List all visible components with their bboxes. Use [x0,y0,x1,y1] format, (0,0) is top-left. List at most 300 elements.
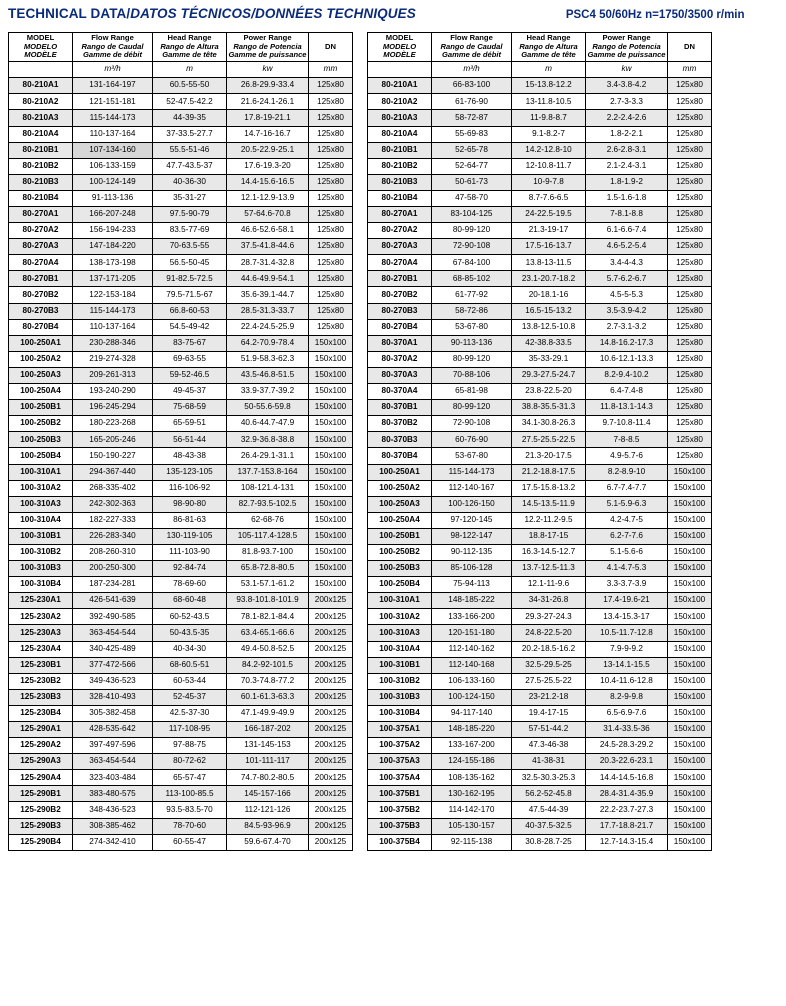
cell-head: 16.5-15-13.2 [512,303,586,319]
cell-power: 74.7-80.2-80.5 [227,770,309,786]
cell-model: 125-290B3 [9,818,73,834]
table-row [9,561,353,577]
cell-head: 79.5-71.5-67 [153,287,227,303]
cell-flow: 90-112-135 [432,544,512,560]
col-header-dn: DN [309,33,353,62]
cell-head: 24-22.5-19.5 [512,207,586,223]
cell-head: 83.5-77-69 [153,223,227,239]
cell-head: 16.3-14.5-12.7 [512,544,586,560]
page-title-es-fr: DATOS TÉCNICOS/DONNÉES TECHNIQUES [130,6,416,21]
cell-flow: 305-382-458 [73,705,153,721]
table-row [9,239,353,255]
table-row [368,351,712,367]
cell-head: 17.5-16-13.7 [512,239,586,255]
table-row [9,303,353,319]
cell-flow: 60-76-90 [432,432,512,448]
cell-power: 17.7-18.8-21.7 [586,818,668,834]
cell-head: 18.8-17-15 [512,528,586,544]
table-row [368,271,712,287]
cell-power: 14.7-16-16.7 [227,126,309,142]
cell-dn: 200x125 [309,609,353,625]
table-row [9,94,353,110]
cell-model: 125-290A4 [9,770,73,786]
cell-flow: 107-134-160 [73,142,153,158]
cell-head: 78-70-60 [153,818,227,834]
table-row [368,400,712,416]
table-row [368,641,712,657]
cell-model: 80-210B1 [9,142,73,158]
unit-flow: m³/h [432,62,512,78]
cell-head: 34-31-26.8 [512,593,586,609]
cell-dn: 150x100 [309,448,353,464]
cell-dn: 150x100 [668,561,712,577]
cell-power: 64.2-70.9-78.4 [227,335,309,351]
cell-dn: 150x100 [309,496,353,512]
cell-model: 100-310B1 [9,528,73,544]
cell-model: 80-210A3 [9,110,73,126]
col-header-model: MODEL MODELO MODÈLE [9,33,73,62]
cell-head: 47.3-46-38 [512,738,586,754]
table-row [9,818,353,834]
cell-power: 3.4-3.8-4.2 [586,78,668,94]
cell-flow: 91-113-136 [73,190,153,206]
table-row [9,255,353,271]
cell-flow: 106-133-160 [432,673,512,689]
table-row [9,271,353,287]
col-header-flow: Flow Range Rango de Caudal Gamme de débit [73,33,153,62]
table-row [9,464,353,480]
cell-model: 125-230A1 [9,593,73,609]
cell-flow: 83-104-125 [432,207,512,223]
table-row [368,303,712,319]
col-header-dn: DN [668,33,712,62]
cell-flow: 166-207-248 [73,207,153,223]
cell-power: 37.5-41.8-44.6 [227,239,309,255]
cell-dn: 125x80 [309,142,353,158]
cell-head: 60-52-43.5 [153,609,227,625]
cell-dn: 125x80 [668,319,712,335]
cell-power: 78.1-82.1-84.4 [227,609,309,625]
cell-power: 3.5-3.9-4.2 [586,303,668,319]
cell-head: 21.3-19-17 [512,223,586,239]
cell-model: 80-270B2 [9,287,73,303]
cell-dn: 200x125 [309,641,353,657]
cell-power: 8.2-9-9.8 [586,689,668,705]
cell-power: 1.8-1.9-2 [586,174,668,190]
cell-model: 100-250A3 [368,496,432,512]
table-row [9,512,353,528]
cell-dn: 200x125 [309,722,353,738]
cell-flow: 122-153-184 [73,287,153,303]
cell-model: 80-270B1 [9,271,73,287]
table-row [9,722,353,738]
cell-head: 117-108-95 [153,722,227,738]
cell-head: 52-47.5-42.2 [153,94,227,110]
table-row [368,287,712,303]
cell-dn: 150x100 [309,400,353,416]
cell-head: 57-51-44.2 [512,722,586,738]
cell-dn: 200x125 [309,786,353,802]
cell-model: 100-310B1 [368,657,432,673]
cell-flow: 72-90-108 [432,239,512,255]
cell-flow: 112-140-162 [432,641,512,657]
cell-dn: 125x80 [309,287,353,303]
table-row [9,754,353,770]
cell-head: 65-57-47 [153,770,227,786]
cell-flow: 133-167-200 [432,738,512,754]
cell-dn: 150x100 [668,657,712,673]
unit-head: m [512,62,586,78]
cell-flow: 100-126-150 [432,496,512,512]
table-row [368,367,712,383]
cell-flow: 110-137-164 [73,126,153,142]
cell-dn: 200x125 [309,705,353,721]
cell-power: 17.8-19-21.1 [227,110,309,126]
cell-power: 53.1-57.1-61.2 [227,577,309,593]
cell-model: 80-210B2 [9,158,73,174]
table-row [368,802,712,818]
table-row [9,673,353,689]
cell-dn: 125x80 [668,158,712,174]
cell-model: 80-370B2 [368,416,432,432]
cell-dn: 200x125 [309,625,353,641]
cell-dn: 125x80 [668,384,712,400]
cell-head: 13-11.8-10.5 [512,94,586,110]
cell-flow: 72-90-108 [432,416,512,432]
cell-head: 17.5-15.8-13.2 [512,480,586,496]
header-row-left [9,33,353,62]
cell-dn: 150x100 [309,512,353,528]
cell-power: 28.5-31.3-33.7 [227,303,309,319]
cell-flow: 156-194-233 [73,223,153,239]
cell-power: 145-157-166 [227,786,309,802]
cell-dn: 150x100 [668,609,712,625]
table-row [368,722,712,738]
cell-power: 26.4-29.1-31.1 [227,448,309,464]
table-body-left [9,78,353,851]
col-header-head: Head Range Rango de Altura Gamme de tête [153,33,227,62]
cell-flow: 68-85-102 [432,271,512,287]
cell-flow: 55-69-83 [432,126,512,142]
cell-head: 47.5-44-39 [512,802,586,818]
cell-model: 125-230A2 [9,609,73,625]
cell-flow: 53-67-80 [432,448,512,464]
cell-power: 2.7-3.1-3.2 [586,319,668,335]
cell-power: 35.6-39.1-44.7 [227,287,309,303]
table-row [9,689,353,705]
table-row [368,94,712,110]
cell-dn: 150x100 [668,705,712,721]
cell-flow: 97-120-145 [432,512,512,528]
table-row [368,770,712,786]
cell-power: 2.1-2.4-3.1 [586,158,668,174]
table-row [9,384,353,400]
cell-head: 49-45-37 [153,384,227,400]
table-row [368,754,712,770]
page-subtitle: PSC4 50/60Hz n=1750/3500 r/min [565,9,745,21]
table-row [368,142,712,158]
cell-flow: 124-155-186 [432,754,512,770]
cell-power: 22.2-23.7-27.3 [586,802,668,818]
cell-head: 40-34-30 [153,641,227,657]
cell-flow: 363-454-544 [73,754,153,770]
cell-flow: 148-185-220 [432,722,512,738]
cell-head: 68-60-48 [153,593,227,609]
cell-power: 13-14.1-15.5 [586,657,668,673]
cell-dn: 125x80 [309,271,353,287]
cell-flow: 94-117-140 [432,705,512,721]
header-row-right [368,33,712,62]
unit-model [368,62,432,78]
cell-head: 23-21.2-18 [512,689,586,705]
cell-dn: 125x80 [309,110,353,126]
cell-flow: 308-385-462 [73,818,153,834]
cell-head: 83-75-67 [153,335,227,351]
cell-head: 29.3-27-24.3 [512,609,586,625]
cell-head: 42-38.8-33.5 [512,335,586,351]
cell-head: 20-18.1-16 [512,287,586,303]
cell-head: 29.3-27.5-24.7 [512,367,586,383]
cell-power: 57-64.6-70.8 [227,207,309,223]
cell-model: 100-310A3 [9,496,73,512]
cell-flow: 193-240-290 [73,384,153,400]
cell-model: 80-270A4 [9,255,73,271]
cell-model: 80-270A2 [9,223,73,239]
cell-flow: 180-223-268 [73,416,153,432]
cell-power: 4.9-5.7-6 [586,448,668,464]
table-row [9,287,353,303]
cell-dn: 150x100 [309,464,353,480]
col-header-power: Power Range Rango de Potencia Gamme de puissance [586,33,668,62]
cell-flow: 52-65-78 [432,142,512,158]
cell-head: 55.5-51-46 [153,142,227,158]
cell-head: 56.5-50-45 [153,255,227,271]
table-row [9,207,353,223]
cell-flow: 114-142-170 [432,802,512,818]
cell-power: 9.7-10.8-11.4 [586,416,668,432]
cell-flow: 230-288-346 [73,335,153,351]
cell-model: 100-310A4 [368,641,432,657]
cell-flow: 130-162-195 [432,786,512,802]
cell-model: 100-250A4 [368,512,432,528]
cell-head: 92-84-74 [153,561,227,577]
cell-dn: 150x100 [668,464,712,480]
cell-model: 100-250A1 [9,335,73,351]
table-row [368,190,712,206]
cell-power: 105-117.4-128.5 [227,528,309,544]
cell-dn: 150x100 [668,754,712,770]
table-row [9,400,353,416]
cell-model: 125-290A3 [9,754,73,770]
cell-head: 38.8-35.5-31.3 [512,400,586,416]
cell-head: 80-72-62 [153,754,227,770]
col-header-model: MODEL MODELO MODÈLE [368,33,432,62]
cell-dn: 125x80 [668,271,712,287]
cell-power: 4.6-5.2-5.4 [586,239,668,255]
cell-dn: 150x100 [309,544,353,560]
cell-model: 125-230B1 [9,657,73,673]
cell-head: 35-33-29.1 [512,351,586,367]
cell-flow: 58-72-87 [432,110,512,126]
cell-model: 100-310B3 [9,561,73,577]
table-row [9,223,353,239]
cell-head: 116-106-92 [153,480,227,496]
page-title [8,6,416,21]
cell-dn: 200x125 [309,738,353,754]
table-row [368,834,712,850]
table-row [9,528,353,544]
table-row [368,158,712,174]
cell-model: 100-250B2 [9,416,73,432]
cell-dn: 150x100 [309,335,353,351]
cell-flow: 58-72-86 [432,303,512,319]
cell-flow: 294-367-440 [73,464,153,480]
table-row [9,641,353,657]
cell-model: 80-210B4 [368,190,432,206]
cell-dn: 125x80 [668,255,712,271]
cell-power: 44.6-49.9-54.1 [227,271,309,287]
cell-dn: 150x100 [668,722,712,738]
cell-model: 100-310B4 [9,577,73,593]
table-row [9,416,353,432]
cell-model: 100-250B3 [368,561,432,577]
cell-head: 68-60.5-51 [153,657,227,673]
table-row [9,544,353,560]
cell-power: 1.8-2-2.1 [586,126,668,142]
table-row [9,496,353,512]
cell-power: 51.9-58.3-62.3 [227,351,309,367]
cell-dn: 200x125 [309,593,353,609]
cell-head: 12-10.8-11.7 [512,158,586,174]
cell-power: 7-8.1-8.8 [586,207,668,223]
table-row [9,609,353,625]
cell-flow: 268-335-402 [73,480,153,496]
cell-flow: 50-61-73 [432,174,512,190]
cell-flow: 108-135-162 [432,770,512,786]
cell-model: 80-210B4 [9,190,73,206]
cell-model: 125-290A1 [9,722,73,738]
cell-dn: 125x80 [668,190,712,206]
table-row [9,78,353,94]
cell-model: 80-210A4 [9,126,73,142]
cell-power: 4.2-4.7-5 [586,512,668,528]
cell-dn: 150x100 [668,770,712,786]
cell-flow: 120-151-180 [432,625,512,641]
cell-flow: 274-342-410 [73,834,153,850]
cell-model: 100-250B4 [9,448,73,464]
cell-power: 5.7-6.2-6.7 [586,271,668,287]
table-row [368,416,712,432]
table-row [9,802,353,818]
table-row [368,110,712,126]
cell-power: 14.4-15.6-16.5 [227,174,309,190]
cell-head: 21.3-20-17.5 [512,448,586,464]
cell-dn: 200x125 [309,834,353,850]
cell-head: 12.2-11.2-9.5 [512,512,586,528]
cell-dn: 150x100 [668,673,712,689]
table-row [368,207,712,223]
cell-head: 97.5-90-79 [153,207,227,223]
cell-power: 93.8-101.8-101.9 [227,593,309,609]
cell-power: 43.5-46.8-51.5 [227,367,309,383]
cell-head: 34.1-30.8-26.3 [512,416,586,432]
cell-power: 7.9-9-9.2 [586,641,668,657]
cell-head: 12.1-11-9.6 [512,577,586,593]
cell-head: 23.8-22.5-20 [512,384,586,400]
col-header-flow: Flow Range Rango de Caudal Gamme de débit [432,33,512,62]
cell-model: 125-230B4 [9,705,73,721]
cell-dn: 125x80 [668,367,712,383]
cell-model: 100-310A3 [368,625,432,641]
cell-dn: 125x80 [309,158,353,174]
cell-dn: 150x100 [668,786,712,802]
cell-head: 56.2-52-45.8 [512,786,586,802]
cell-dn: 150x100 [309,351,353,367]
tables-container [8,32,778,851]
cell-dn: 150x100 [309,480,353,496]
cell-head: 98-90-80 [153,496,227,512]
cell-model: 125-230B2 [9,673,73,689]
cell-model: 80-210B1 [368,142,432,158]
table-row [368,818,712,834]
cell-model: 80-270B3 [368,303,432,319]
cell-model: 125-290B1 [9,786,73,802]
cell-model: 100-375A2 [368,738,432,754]
cell-dn: 125x80 [309,190,353,206]
cell-head: 10-9-7.8 [512,174,586,190]
cell-head: 15-13.8-12.2 [512,78,586,94]
cell-head: 97-88-75 [153,738,227,754]
cell-power: 33.9-37.7-39.2 [227,384,309,400]
cell-flow: 165-205-246 [73,432,153,448]
cell-power: 50-55.6-59.8 [227,400,309,416]
table-row [368,625,712,641]
cell-flow: 115-144-173 [73,110,153,126]
cell-head: 32.5-30.3-25.3 [512,770,586,786]
cell-power: 63.4-65.1-66.6 [227,625,309,641]
cell-power: 82.7-93.5-102.5 [227,496,309,512]
cell-power: 84.5-93-96.9 [227,818,309,834]
cell-power: 49.4-50.8-52.5 [227,641,309,657]
table-body-right [368,78,712,851]
cell-flow: 147-184-220 [73,239,153,255]
cell-power: 10.6-12.1-13.3 [586,351,668,367]
table-row [368,577,712,593]
table-row [368,448,712,464]
cell-power: 5.1-5.9-6.3 [586,496,668,512]
cell-model: 100-250B1 [9,400,73,416]
table-row [9,351,353,367]
cell-model: 80-370B4 [368,448,432,464]
cell-model: 125-290A2 [9,738,73,754]
table-row [9,367,353,383]
cell-flow: 85-106-128 [432,561,512,577]
col-header-power: Power Range Rango de Potencia Gamme de puissance [227,33,309,62]
cell-model: 100-250A1 [368,464,432,480]
cell-dn: 150x100 [668,593,712,609]
cell-head: 24.8-22.5-20 [512,625,586,641]
unit-flow: m³/h [73,62,153,78]
cell-head: 54.5-49-42 [153,319,227,335]
cell-head: 56-51-44 [153,432,227,448]
cell-head: 75-68-59 [153,400,227,416]
cell-model: 100-250B4 [368,577,432,593]
cell-power: 166-187-202 [227,722,309,738]
cell-model: 80-210B3 [9,174,73,190]
cell-model: 100-310A2 [368,609,432,625]
cell-flow: 148-185-222 [432,593,512,609]
cell-power: 4.1-4.7-5.3 [586,561,668,577]
